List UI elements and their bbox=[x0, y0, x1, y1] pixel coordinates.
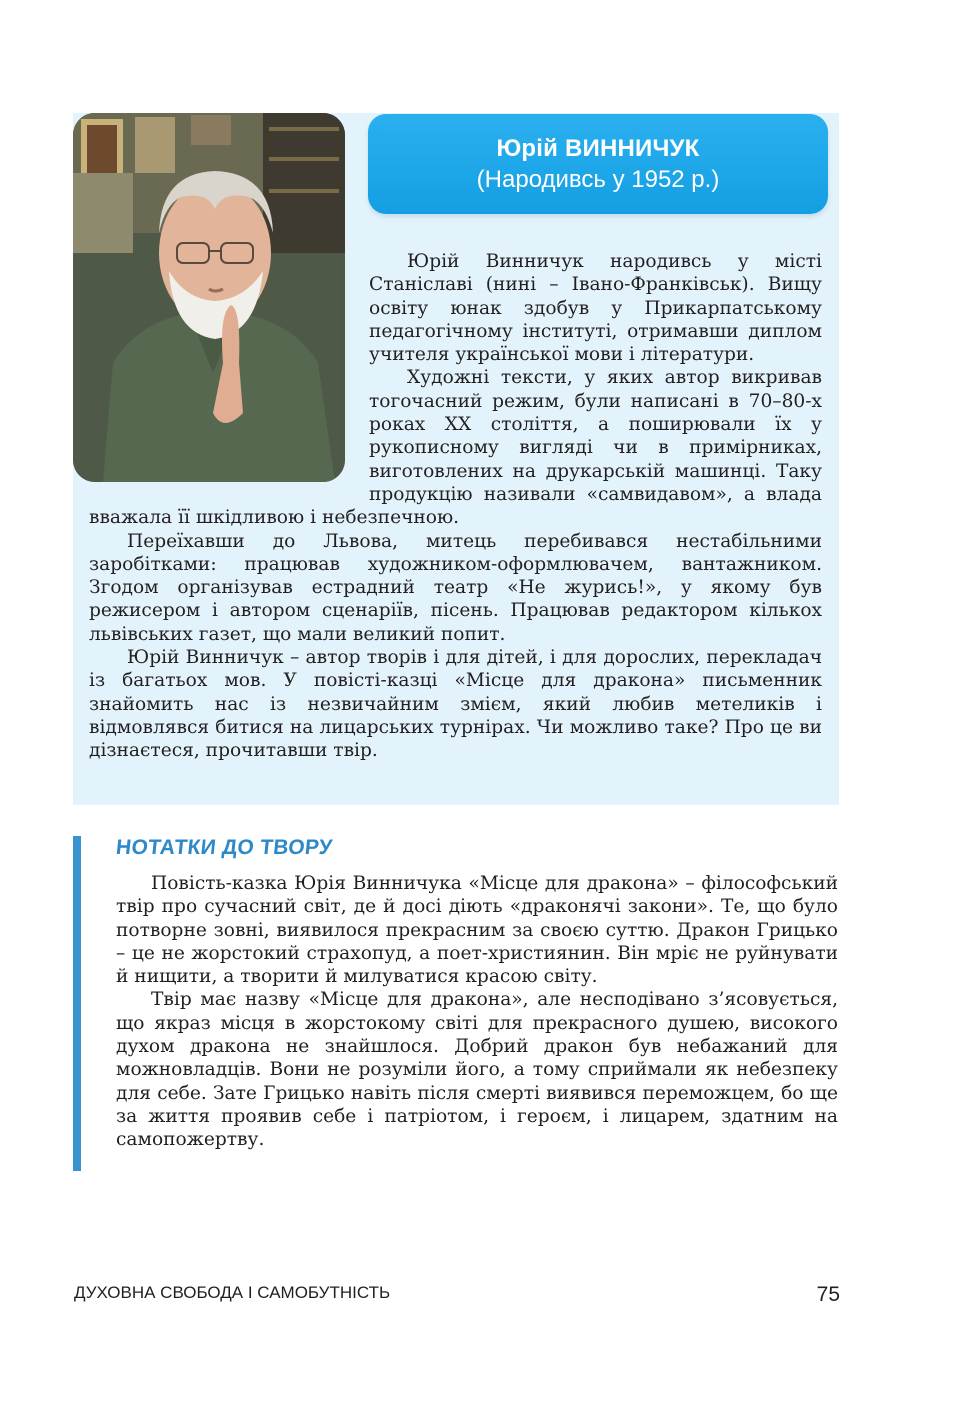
photo-text-wrap-spacer bbox=[89, 250, 369, 504]
biography-paragraph: Художні тексти, у яких автор викривав тогочасний режим, були написані в 70–80-х роках XX століття, а поширювали їх у рукописному вигляді чи в примірниках, виготовлених на друкарській машинці. Таку продукцію називали «самвидавом», а влада вважала її шкідливою і небезпечною. bbox=[89, 367, 822, 529]
biography-paragraph: Юрій Винничук народивсь у місті Станіславі (нині – Івано-Франківськ). Вищу освіту юнак здобув у Прикарпатському педагогічному інституті, отримавши диплом учителя української мови і літератури. bbox=[369, 251, 822, 366]
notes-paragraph: Повість-казка Юрія Винничука «Місце для дракона» – філософський твір про сучасний світ, де й досі діють «драконячі закони». Те, що було потворне зовні, виявилося прекрасним за своєю суттю. Дракон Грицько – це не жорстокий страхопуд, а поет-християнин. Він мріє не руйнувати й нищити, а творити й милуватися красою світу. bbox=[116, 873, 838, 988]
notes-heading: НОТАТКИ ДО ТВОРУ bbox=[114, 836, 334, 859]
biography-paragraph: Переїхавши до Львова, митець перебивався нестабільними заробітками: працював художником-оформлювачем, вантажником. Згодом організував естрадний театр «Не журись!», у якому був режисером і автором сценаріїв, пісень. Працював редактором кількох львівських газет, що мали великий попит. bbox=[89, 530, 822, 645]
author-years: (Народивсь у 1952 р.) bbox=[476, 166, 720, 193]
author-name: Юрій ВИННИЧУК bbox=[496, 135, 700, 162]
notes-paragraph: Твір має назву «Місце для дракона», але несподівано з’ясовується, що якраз місця в жорстокому світі для прекрасного душею, високого духом дракона не знайшлося. Добрий дракон був небажаний для можновладців. Вони не розуміли його, а тому сприймали як небезпеку для себе. Зате Грицько навіть після смерті виявився переможцем, бо ще за життя проявив себе і патріотом, і героєм, і лицарем, здатним на самопожертву. bbox=[116, 989, 838, 1151]
page-number: 75 bbox=[816, 1283, 840, 1306]
biography-text bbox=[89, 250, 822, 763]
footer-section-title: ДУХОВНА СВОБОДА І САМОБУТНІСТЬ bbox=[74, 1283, 391, 1302]
notes-text bbox=[116, 872, 838, 1152]
biography-paragraph: Юрій Винничук – автор творів і для дітей, і для дорослих, перекладач із багатьох мов. У повісті-казці «Місце для дракона» письменник знайомить нас із незвичайним змієм, який любив метеликів і відмовлявся битися на лицарських турнірах. Чи можливо таке? Про це ви дізнаєтеся, прочитавши твір. bbox=[89, 647, 822, 762]
author-title-card bbox=[368, 114, 828, 214]
notes-accent-bar bbox=[73, 836, 81, 1171]
